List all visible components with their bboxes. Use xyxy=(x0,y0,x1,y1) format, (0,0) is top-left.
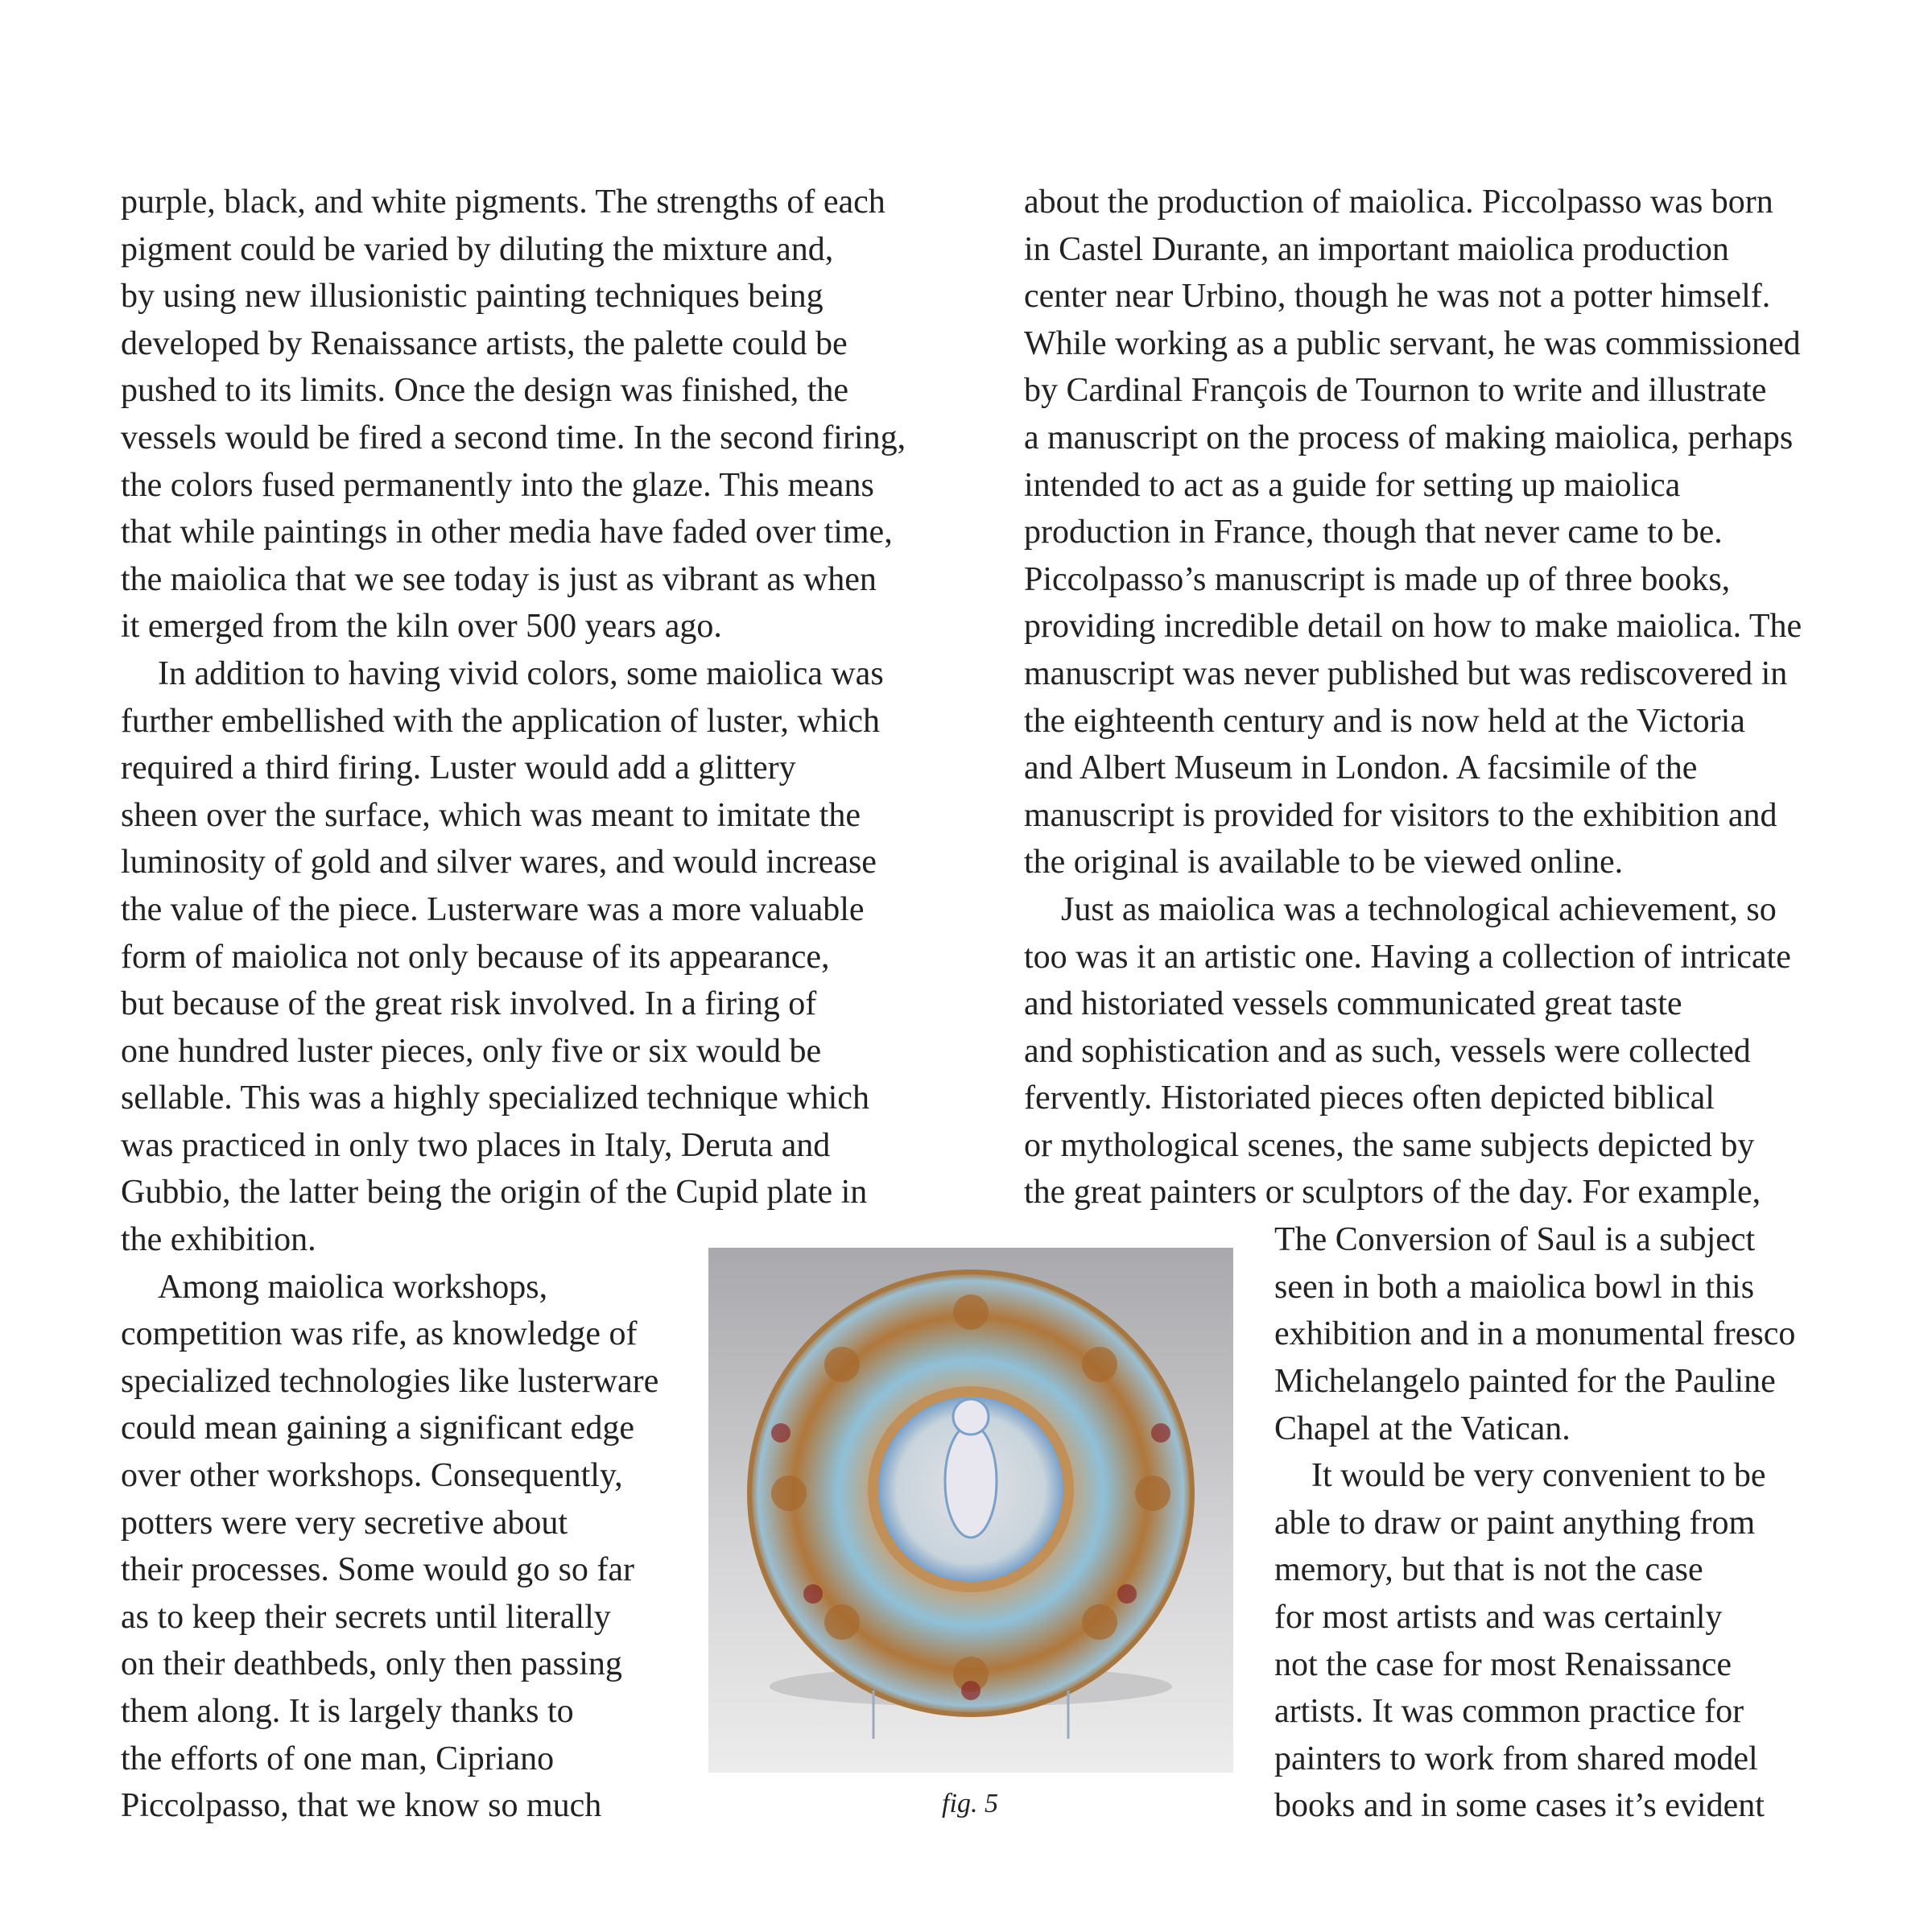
text-line: but because of the great risk involved. In a firing of xyxy=(121,985,817,1023)
text-line: for most artists and was certainly xyxy=(1274,1598,1723,1636)
text-line: further embellished with the application of luster, which xyxy=(121,702,881,740)
text-line: vessels would be fired a second time. In the second firing, xyxy=(121,419,906,456)
text-line: over other workshops. Consequently, xyxy=(121,1457,623,1495)
text-line: providing incredible detail on how to make maiolica. The xyxy=(1024,608,1802,646)
text-line: one hundred luster pieces, only five or six would be xyxy=(121,1032,822,1070)
text-line: the efforts of one man, Cipriano xyxy=(121,1740,555,1777)
text-line: able to draw or paint anything from xyxy=(1274,1504,1756,1542)
text-line: as to keep their secrets until literally xyxy=(121,1598,611,1636)
text-line: specialized technologies like lusterware xyxy=(121,1362,659,1400)
text-line: memory, but that is not the case xyxy=(1274,1551,1703,1589)
text-line: sheen over the surface, which was meant to imitate the xyxy=(121,796,861,834)
right-column xyxy=(1024,179,1802,1216)
text-line: by Cardinal François de Tournon to write and illustrate xyxy=(1024,372,1767,410)
text-line: could mean gaining a significant edge xyxy=(121,1410,634,1447)
text-line: Michelangelo painted for the Pauline xyxy=(1274,1362,1776,1400)
text-line: Among maiolica workshops, xyxy=(158,1268,548,1306)
text-line: painters to work from shared model xyxy=(1274,1740,1758,1777)
text-line: The Conversion of Saul is a subject xyxy=(1274,1221,1756,1259)
text-line: artists. It was common practice for xyxy=(1274,1693,1744,1731)
text-line: pigment could be varied by diluting the mixture and, xyxy=(121,230,834,268)
text-line: seen in both a maiolica bowl in this xyxy=(1274,1268,1755,1306)
text-line: about the production of maiolica. Piccolpasso was born xyxy=(1024,184,1773,221)
text-line: developed by Renaissance artists, the palette could be xyxy=(121,324,848,362)
text-line: luminosity of gold and silver wares, and would increase xyxy=(121,844,877,881)
figure-caption: fig. 5 xyxy=(942,1789,998,1818)
text-line: production in France, though that never came to be. xyxy=(1024,514,1723,551)
text-line: In addition to having vivid colors, some maiolica was xyxy=(158,654,884,692)
text-line: and sophistication and as such, vessels were collected xyxy=(1024,1032,1751,1070)
text-line: Piccolpasso, that we know so much xyxy=(121,1787,602,1825)
text-line: it emerged from the kiln over 500 years ago. xyxy=(121,608,722,646)
text-line: the eighteenth century and is now held at the Victoria xyxy=(1024,702,1745,740)
text-line: It would be very convenient to be xyxy=(1311,1457,1766,1495)
text-line: the exhibition. xyxy=(121,1221,316,1259)
text-line: them along. It is largely thanks to xyxy=(121,1693,574,1730)
text-line: or mythological scenes, the same subjects depicted by xyxy=(1024,1126,1755,1164)
text-line: manuscript was never published but was rediscovered in xyxy=(1024,654,1788,692)
text-line: required a third firing. Luster would add a glittery xyxy=(121,749,796,787)
text-line: exhibition and in a monumental fresco xyxy=(1274,1315,1796,1353)
text-line: and historiated vessels communicated great taste xyxy=(1024,985,1682,1023)
text-line: manuscript is provided for visitors to the exhibition and xyxy=(1024,796,1777,834)
right-column-wrap xyxy=(1274,1216,1795,1830)
text-line: purple, black, and white pigments. The strengths of each xyxy=(121,184,886,221)
text-line: center near Urbino, though he was not a potter himself. xyxy=(1024,278,1771,316)
text-line: form of maiolica not only because of its appearance, xyxy=(121,938,830,976)
text-line: their processes. Some would go so far xyxy=(121,1551,635,1589)
figure-maiolica-plate-image xyxy=(708,1248,1233,1773)
text-line: a manuscript on the process of making maiolica, perhaps xyxy=(1024,419,1794,456)
text-line: While working as a public servant, he was commissioned xyxy=(1024,324,1801,362)
text-line: too was it an artistic one. Having a collection of intricate xyxy=(1024,938,1791,976)
text-line: intended to act as a guide for setting up maiolica xyxy=(1024,466,1681,504)
text-line: books and in some cases it’s evident xyxy=(1274,1787,1765,1825)
text-line: the colors fused permanently into the glaze. This means xyxy=(121,466,874,504)
text-line: not the case for most Renaissance xyxy=(1274,1645,1732,1683)
text-line: in Castel Durante, an important maiolica production xyxy=(1024,230,1729,268)
text-line: on their deathbeds, only then passing xyxy=(121,1645,622,1683)
text-line: competition was rife, as knowledge of xyxy=(121,1315,638,1353)
text-line: the maiolica that we see today is just as vibrant as when xyxy=(121,560,877,598)
text-line: the original is available to be viewed online. xyxy=(1024,844,1624,881)
text-line: Chapel at the Vatican. xyxy=(1274,1410,1571,1447)
text-line: by using new illusionistic painting techniques being xyxy=(121,278,824,316)
text-line: Piccolpasso’s manuscript is made up of three books, xyxy=(1024,560,1731,598)
text-line: the value of the piece. Lusterware was a more valuable xyxy=(121,890,865,928)
text-line: and Albert Museum in London. A facsimile of the xyxy=(1024,749,1698,787)
text-line: pushed to its limits. Once the design was finished, the xyxy=(121,372,849,410)
text-line: sellable. This was a highly specialized technique which xyxy=(121,1080,869,1117)
text-line: fervently. Historiated pieces often depicted biblical xyxy=(1024,1080,1715,1117)
text-line: the great painters or sculptors of the day. For example, xyxy=(1024,1174,1761,1212)
text-line: was practiced in only two places in Italy, Deruta and xyxy=(121,1126,831,1164)
text-line: potters were very secretive about xyxy=(121,1504,568,1542)
text-line: that while paintings in other media have faded over time, xyxy=(121,514,893,551)
text-line: Just as maiolica was a technological achievement, so xyxy=(1061,890,1777,928)
text-line: Gubbio, the latter being the origin of the Cupid plate in xyxy=(121,1174,868,1212)
